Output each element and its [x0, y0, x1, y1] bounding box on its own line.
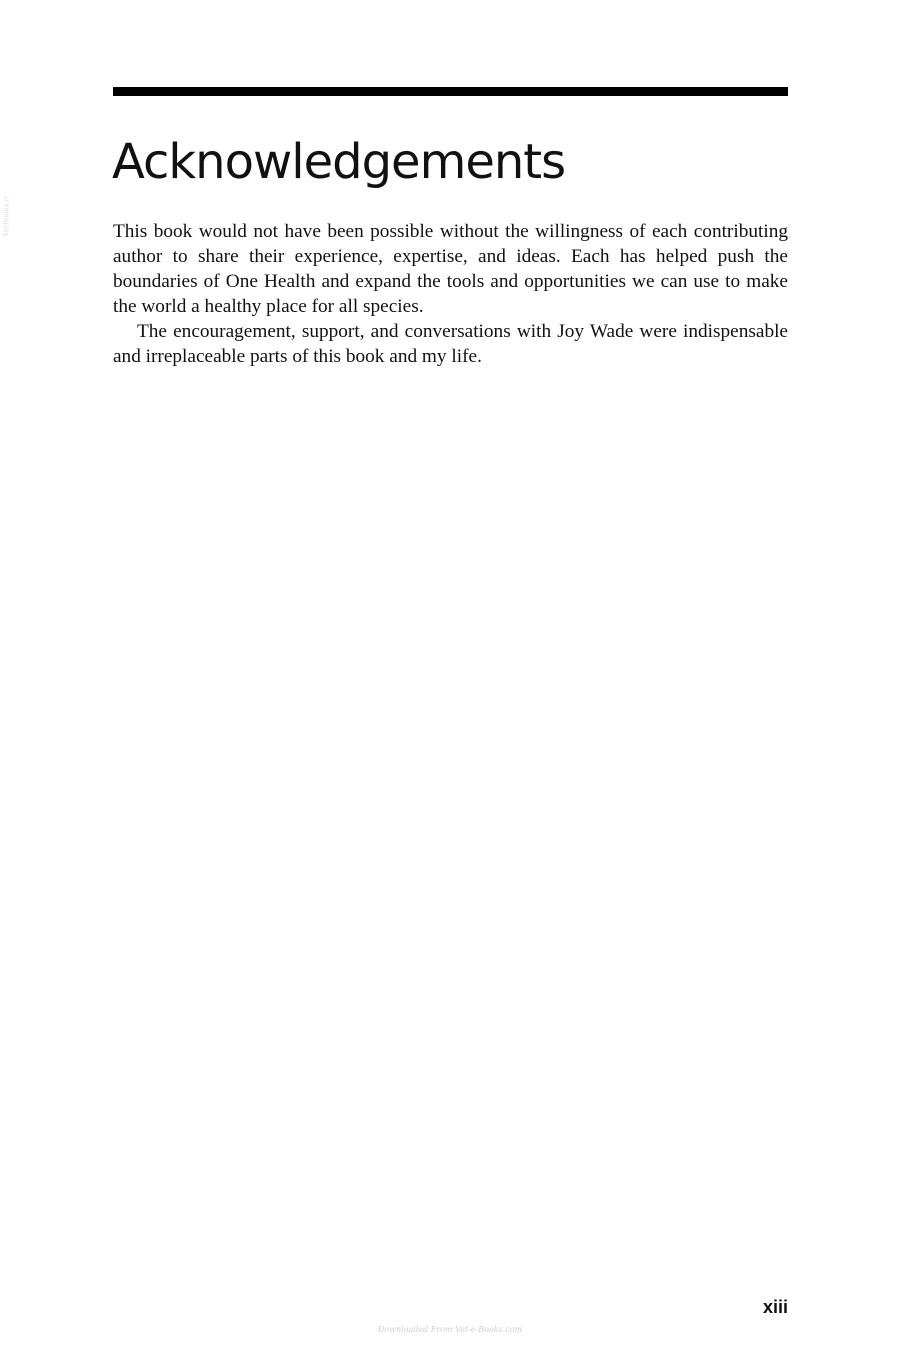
download-watermark: Downloaded From Vet-e-Books.com	[377, 1325, 523, 1334]
chapter-top-rule	[113, 87, 788, 96]
page-number: xiii	[762, 1297, 788, 1317]
acknowledgements-body	[113, 219, 788, 369]
side-watermark: VetBooks.ir	[2, 195, 11, 237]
chapter-title: Acknowledgements	[112, 134, 566, 190]
paragraph-2: The encouragement, support, and conversations with Joy Wade were indispensable and irreplaceable parts of this book and my life.	[113, 321, 788, 367]
paragraph-1: This book would not have been possible without the willingness of each contributing author to share their experience, expertise, and ideas. Each has helped push the boundaries of One Health and expand the tools and opportunities we can use to make the world a healthy place for all species.	[113, 221, 788, 317]
